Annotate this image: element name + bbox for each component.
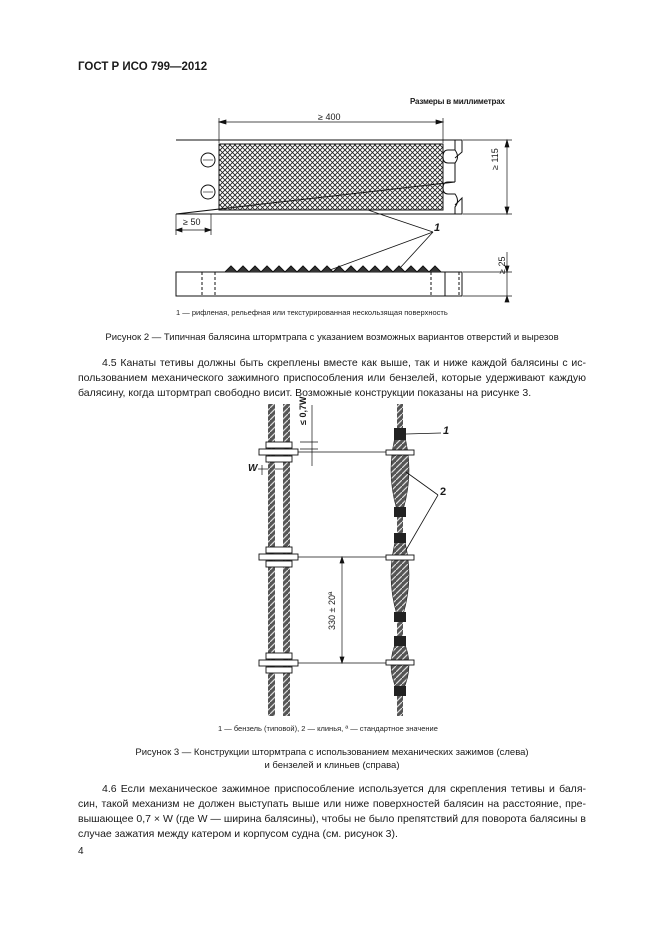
dim-hole-label: ≥ 50 bbox=[183, 217, 201, 227]
callout-leader bbox=[330, 210, 433, 270]
dim-w-label: W bbox=[248, 463, 258, 474]
paragraph-4-6 bbox=[78, 782, 586, 842]
figure3-caption bbox=[78, 746, 586, 772]
callout-2-label: 2 bbox=[440, 486, 447, 498]
dim-spacing-label: 330 ± 20ª bbox=[327, 591, 337, 630]
step-side-view bbox=[176, 266, 462, 296]
dimension-spacing bbox=[340, 557, 344, 663]
dimensions-note: Размеры в миллиметрах bbox=[410, 97, 505, 106]
figure3-caption-line: Рисунок 3 — Конструкции штормтрапа с использованием механических зажимов (слева) bbox=[135, 747, 529, 758]
figure3-caption-line: и бензелей и клиньев (справа) bbox=[264, 760, 400, 771]
page-number: 4 bbox=[78, 846, 84, 857]
dim-height-label: ≥ 115 bbox=[490, 148, 500, 170]
dimension-height bbox=[463, 140, 512, 214]
paragraph-line: вышающее 0,7 × W (где W — ширина балясины), чтобы не было препятствий для поворота балясины в bbox=[78, 813, 586, 825]
figure2-legend: 1 — рифленая, рельефная или текстурированная нескользящая поверхность bbox=[176, 308, 448, 317]
dim-width-label: ≥ 400 bbox=[318, 112, 341, 122]
paragraph-line: пользованием механического зажимного приспособления или бензелей, которые удерживают каждую bbox=[78, 372, 586, 384]
paragraph-line: 4.5 Канаты тетивы должны быть скреплены вместе как выше, так и ниже каждой балясины с ис- bbox=[102, 357, 586, 369]
textured-surface-top bbox=[219, 144, 443, 210]
document-header: ГОСТ Р ИСО 799—2012 bbox=[78, 61, 208, 73]
ladder-left bbox=[259, 404, 298, 716]
ladder-right bbox=[386, 404, 414, 716]
paragraph-4-5 bbox=[78, 356, 586, 401]
figure2-caption: Рисунок 2 — Типичная балясина штормтрапа с указанием возможных вариантов отверстий и вырезов bbox=[105, 332, 559, 343]
callout-1-label: 1 bbox=[443, 425, 450, 437]
paragraph-line: балясину, когда штормтрап свободно висит. Возможные конструкции показаны на рисунке 3. bbox=[78, 387, 532, 399]
paragraph-line: 4.6 Если механическое зажимное приспособление используется для скрепления тетивы и баля- bbox=[102, 783, 586, 795]
dim-clearance-label: ≤ 0,7W bbox=[298, 396, 308, 425]
figure3-legend: 1 — бензель (типовой), 2 — клинья, ª — стандартное значение bbox=[218, 724, 438, 733]
callout-1-label: 1 bbox=[434, 222, 441, 234]
paragraph-line: син, такой механизм не должен выступать выше или ниже поверхностей балясин на расстояние, пре- bbox=[78, 798, 586, 810]
paragraph-line: случае зажатия между катером и корпусом судна (см. рисунок 3). bbox=[78, 828, 398, 840]
dim-thickness-label: ≥ 25 bbox=[497, 256, 507, 274]
